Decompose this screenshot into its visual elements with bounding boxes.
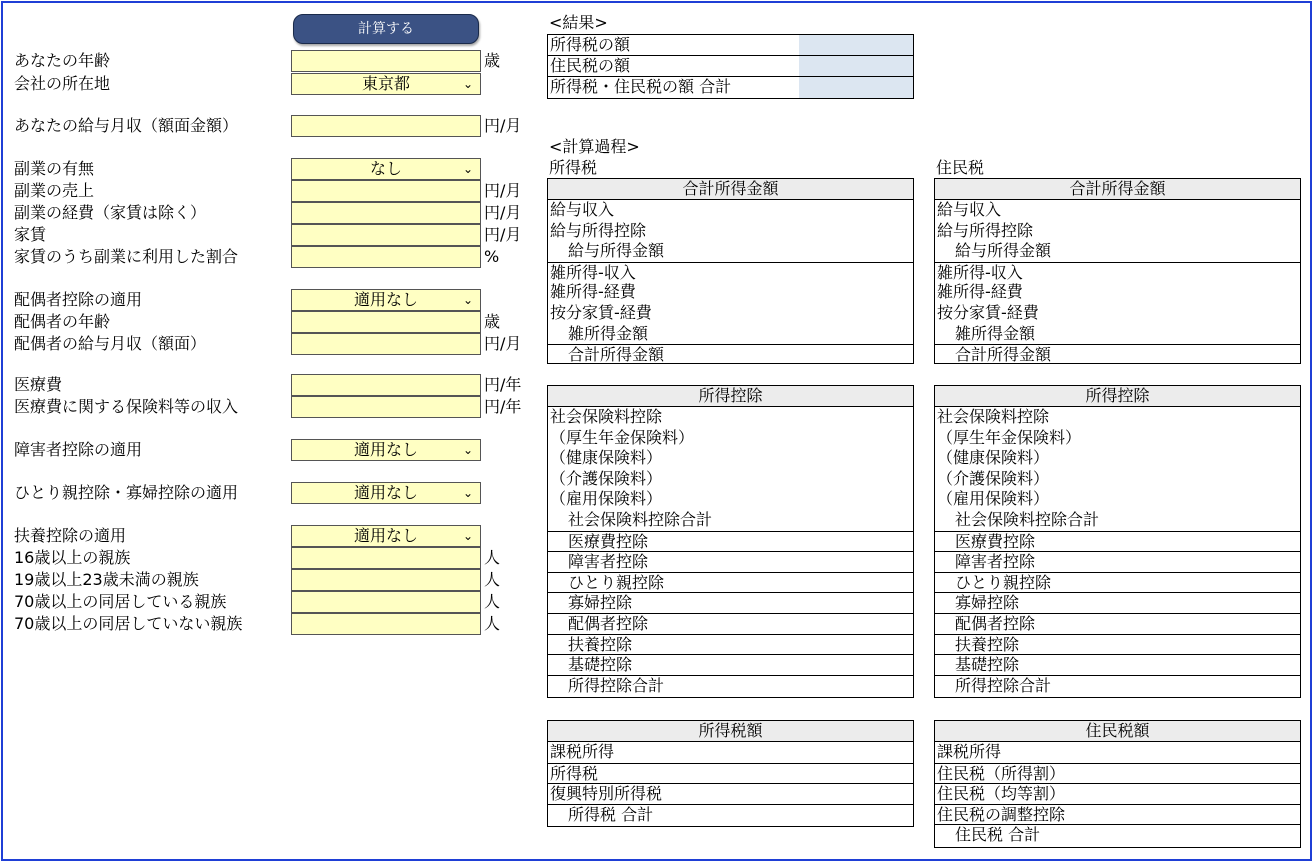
- dep70-live-unit: 人: [484, 592, 501, 611]
- box-header: 所得控除: [935, 386, 1300, 407]
- side-expense-unit: 円/月: [484, 203, 522, 222]
- dependent-label: 扶養控除の適用: [14, 526, 127, 545]
- spouse-deduction-select[interactable]: [291, 289, 481, 311]
- calculate-button[interactable]: 計算する: [293, 14, 479, 44]
- list-item: 障害者控除: [935, 551, 1300, 572]
- list-item: （健康保険料）: [937, 448, 1050, 468]
- result-heading: <結果>: [549, 13, 608, 32]
- chevron-down-icon: ⌄: [462, 529, 473, 543]
- resident-tax-deduction-box: [934, 385, 1301, 698]
- list-item: 合計所得金額: [548, 344, 913, 365]
- spouse-salary-unit: 円/月: [484, 334, 522, 353]
- list-item: 基礎控除: [548, 654, 913, 675]
- spouse-age-unit: 歳: [484, 312, 501, 331]
- side-job-value: なし: [369, 159, 402, 178]
- medical-insurance-unit: 円/年: [484, 397, 522, 416]
- medical-unit: 円/年: [484, 375, 522, 394]
- chevron-down-icon: ⌄: [462, 486, 473, 500]
- dep70-notlive-unit: 人: [484, 614, 501, 633]
- resident-tax-total-income-box: [934, 178, 1301, 364]
- dep19-label: 19歳以上23歳未満の親族: [14, 570, 199, 589]
- result-label: 所得税・住民税の額 合計: [550, 77, 732, 96]
- dependent-select[interactable]: [291, 525, 481, 547]
- salary-label: あなたの給与月収（額面金額）: [14, 116, 239, 135]
- single-parent-value: 適用なし: [353, 483, 418, 502]
- spouse-salary-input[interactable]: [291, 333, 481, 355]
- rent-label: 家賃: [14, 225, 47, 244]
- list-item: 住民税 合計: [935, 824, 1300, 845]
- list-item: （雇用保険料）: [937, 489, 1050, 509]
- side-sales-unit: 円/月: [484, 181, 522, 200]
- side-job-select[interactable]: [291, 158, 481, 180]
- list-item: 合計所得金額: [935, 344, 1300, 365]
- rent-input[interactable]: [291, 224, 481, 246]
- list-item: 課税所得: [550, 742, 615, 761]
- list-item: 所得税: [548, 763, 913, 784]
- rent-ratio-input[interactable]: [291, 246, 481, 268]
- result-label: 住民税の額: [550, 56, 631, 75]
- list-item: 課税所得: [937, 742, 1002, 761]
- list-item: 所得控除合計: [935, 675, 1300, 696]
- list-item: 給与収入: [550, 200, 615, 219]
- list-item: 給与所得控除: [937, 220, 1034, 240]
- dep16-label: 16歳以上の親族: [14, 548, 131, 567]
- side-expense-label: 副業の経費（家賃は除く）: [14, 203, 207, 222]
- result-row: [548, 77, 913, 98]
- single-parent-label: ひとり親控除・寡婦控除の適用: [14, 483, 239, 502]
- dep70-live-input[interactable]: [291, 591, 481, 613]
- list-item: 社会保険料控除合計: [955, 509, 1100, 529]
- age-label: あなたの年齢: [14, 51, 111, 70]
- list-item: 基礎控除: [935, 654, 1300, 675]
- medical-input[interactable]: [291, 374, 481, 396]
- disability-label: 障害者控除の適用: [14, 440, 143, 459]
- side-sales-label: 副業の売上: [14, 181, 95, 200]
- list-item: 雑所得-経費: [937, 282, 1023, 302]
- dep16-unit: 人: [484, 548, 501, 567]
- age-unit: 歳: [484, 51, 501, 70]
- list-item: （健康保険料）: [550, 448, 663, 468]
- list-item: 社会保険料控除: [550, 407, 663, 426]
- list-item: 配偶者控除: [935, 613, 1300, 634]
- list-item: 社会保険料控除: [937, 407, 1050, 426]
- chevron-down-icon: ⌄: [462, 162, 473, 176]
- chevron-down-icon: ⌄: [462, 77, 473, 91]
- list-item: （介護保険料）: [937, 468, 1050, 488]
- income-tax-amount-box: [547, 720, 914, 827]
- age-input[interactable]: [291, 50, 481, 72]
- income-tax-column-label: 所得税: [549, 158, 598, 177]
- dep70-notlive-input[interactable]: [291, 613, 481, 635]
- salary-input[interactable]: [291, 115, 481, 137]
- box-header: 住民税額: [935, 721, 1300, 742]
- resident-tax-column-label: 住民税: [936, 158, 985, 177]
- rent-ratio-unit: %: [484, 247, 500, 266]
- location-select[interactable]: [291, 73, 481, 95]
- list-item: （厚生年金保険料）: [550, 427, 695, 447]
- list-item: 雑所得金額: [568, 323, 649, 343]
- process-heading: <計算過程>: [549, 137, 640, 156]
- list-item: 障害者控除: [548, 551, 913, 572]
- medical-insurance-label: 医療費に関する保険料等の収入: [14, 397, 239, 416]
- list-item: 寡婦控除: [548, 592, 913, 613]
- list-item: 雑所得-収入: [935, 262, 1300, 283]
- box-header: 合計所得金額: [548, 179, 913, 200]
- list-item: 住民税の調整控除: [935, 804, 1300, 825]
- spouse-deduction-label: 配偶者控除の適用: [14, 290, 143, 309]
- medical-insurance-input[interactable]: [291, 396, 481, 418]
- result-resident-tax-value: [799, 56, 913, 76]
- list-item: 雑所得-収入: [548, 262, 913, 283]
- dep19-unit: 人: [484, 570, 501, 589]
- rent-unit: 円/月: [484, 225, 522, 244]
- dep70-notlive-label: 70歳以上の同居していない親族: [14, 614, 243, 633]
- dep70-live-label: 70歳以上の同居している親族: [14, 592, 227, 611]
- salary-unit: 円/月: [484, 116, 522, 135]
- list-item: ひとり親控除: [548, 572, 913, 593]
- list-item: 医療費控除: [548, 531, 913, 552]
- list-item: 給与所得金額: [568, 241, 665, 261]
- spouse-deduction-value: 適用なし: [353, 290, 418, 309]
- list-item: 復興特別所得税: [548, 783, 913, 804]
- dependent-value: 適用なし: [353, 526, 418, 545]
- list-item: 雑所得金額: [955, 323, 1036, 343]
- resident-tax-amount-box: [934, 720, 1301, 848]
- list-item: 給与所得控除: [550, 220, 647, 240]
- spouse-age-label: 配偶者の年齢: [14, 312, 111, 331]
- list-item: 所得税 合計: [548, 804, 913, 825]
- result-table: [547, 34, 914, 99]
- list-item: 扶養控除: [935, 634, 1300, 655]
- list-item: 扶養控除: [548, 634, 913, 655]
- rent-ratio-label: 家賃のうち副業に利用した割合: [14, 247, 239, 266]
- result-row: [548, 35, 913, 56]
- list-item: 社会保険料控除合計: [568, 509, 713, 529]
- list-item: 医療費控除: [935, 531, 1300, 552]
- side-job-label: 副業の有無: [14, 159, 95, 178]
- list-item: 住民税（均等割）: [935, 783, 1300, 804]
- list-item: 按分家賃-経費: [550, 302, 652, 322]
- list-item: 按分家賃-経費: [937, 302, 1039, 322]
- list-item: 寡婦控除: [935, 592, 1300, 613]
- chevron-down-icon: ⌄: [462, 443, 473, 457]
- income-tax-total-income-box: [547, 178, 914, 364]
- list-item: （介護保険料）: [550, 468, 663, 488]
- medical-label: 医療費: [14, 375, 63, 394]
- list-item: 給与所得金額: [955, 241, 1052, 261]
- location-label: 会社の所在地: [14, 74, 111, 93]
- list-item: 住民税（所得割）: [935, 763, 1300, 784]
- dep16-input[interactable]: [291, 547, 481, 569]
- list-item: 雑所得-経費: [550, 282, 636, 302]
- dep19-input[interactable]: [291, 569, 481, 591]
- location-value: 東京都: [361, 74, 410, 93]
- list-item: 所得控除合計: [548, 675, 913, 696]
- spouse-salary-label: 配偶者の給与月収（額面）: [14, 334, 207, 353]
- side-expense-input[interactable]: [291, 202, 481, 224]
- list-item: ひとり親控除: [935, 572, 1300, 593]
- box-header: 所得控除: [548, 386, 913, 407]
- result-total-value: [799, 77, 913, 98]
- disability-select[interactable]: [291, 439, 481, 461]
- side-sales-input[interactable]: [291, 180, 481, 202]
- spouse-age-input[interactable]: [291, 311, 481, 333]
- list-item: （厚生年金保険料）: [937, 427, 1082, 447]
- single-parent-select[interactable]: [291, 482, 481, 504]
- result-label: 所得税の額: [550, 35, 631, 54]
- list-item: 給与収入: [937, 200, 1002, 219]
- income-tax-deduction-box: [547, 385, 914, 698]
- chevron-down-icon: ⌄: [462, 293, 473, 307]
- list-item: 配偶者控除: [548, 613, 913, 634]
- result-row: [548, 56, 913, 77]
- result-income-tax-value: [799, 35, 913, 55]
- list-item: （雇用保険料）: [550, 489, 663, 509]
- box-header: 合計所得金額: [935, 179, 1300, 200]
- disability-value: 適用なし: [353, 440, 418, 459]
- box-header: 所得税額: [548, 721, 913, 742]
